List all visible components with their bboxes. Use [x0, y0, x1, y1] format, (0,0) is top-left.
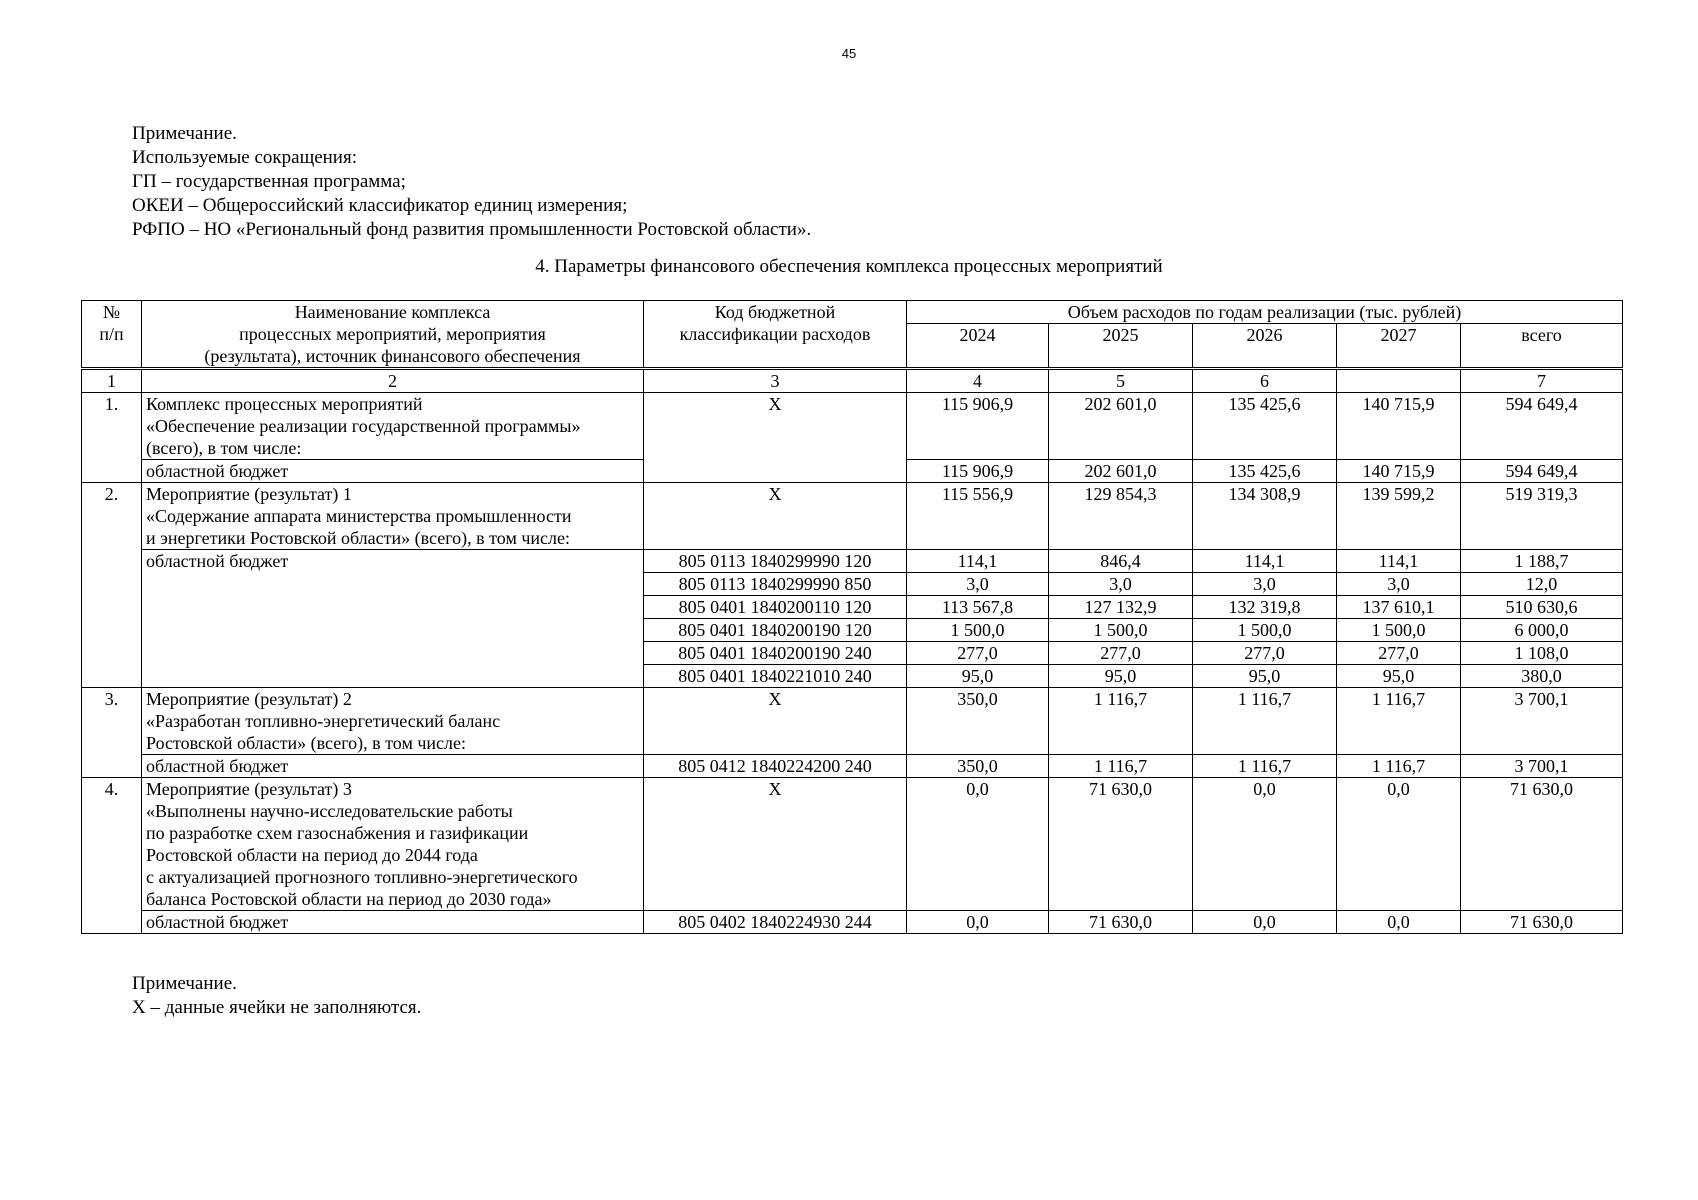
year-value: 0,0 [1337, 911, 1461, 934]
total-value: 71 630,0 [1461, 778, 1623, 911]
total-value: 380,0 [1461, 665, 1623, 688]
header-row [82, 301, 1623, 324]
section-title: 4. Параметры финансового обеспечения комплекса процессных мероприятий [535, 256, 1163, 277]
year-value: 0,0 [1337, 778, 1461, 911]
year-value: 95,0 [1193, 665, 1337, 688]
source-row [82, 911, 1623, 934]
budget-code: 805 0412 1840224200 240 [644, 755, 907, 778]
column-number: 5 [1049, 369, 1193, 393]
year-value: 1 116,7 [1049, 688, 1193, 755]
year-value: 0,0 [907, 911, 1049, 934]
financing-table [81, 300, 1623, 934]
source-row [82, 755, 1623, 778]
block-title [142, 483, 644, 550]
year-value: 95,0 [907, 665, 1049, 688]
year-value: 114,1 [1193, 550, 1337, 573]
year-value: 139 599,2 [1337, 483, 1461, 550]
budget-code: 805 0113 1840299990 120 [644, 550, 907, 573]
budget-code: 805 0401 1840200190 120 [644, 619, 907, 642]
year-value: 115 906,9 [907, 393, 1049, 460]
year-value: 1 116,7 [1193, 688, 1337, 755]
year-value: 132 319,8 [1193, 596, 1337, 619]
year-value: 95,0 [1337, 665, 1461, 688]
header-name: Наименование комплекса процессных мероприятий, мероприятия (результата), источник финансового обеспечения [142, 301, 644, 369]
block-title-line: «Обеспечение реализации государственной программы» [146, 416, 581, 436]
total-value: 3 700,1 [1461, 755, 1623, 778]
block-title-line: Ростовской области на период до 2044 года [146, 845, 478, 865]
budget-code: X [644, 483, 907, 550]
year-value: 1 500,0 [907, 619, 1049, 642]
header-total: всего [1461, 324, 1623, 369]
block-title-line: и энергетики Ростовской области» (всего), в том числе: [146, 528, 570, 548]
total-value: 12,0 [1461, 573, 1623, 596]
funding-source: областной бюджет [142, 911, 644, 934]
budget-code: X [644, 778, 907, 911]
budget-code: X [644, 688, 907, 755]
budget-code: 805 0401 1840221010 240 [644, 665, 907, 688]
note-line: РФПО – НО «Региональный фонд развития промышленности Ростовской области». [132, 219, 812, 240]
column-number: 4 [907, 369, 1049, 393]
total-value: 6 000,0 [1461, 619, 1623, 642]
block-title-line: по разработке схем газоснабжения и газификации [146, 823, 529, 843]
header-code: Код бюджетной классификации расходов [644, 301, 907, 369]
footnote [132, 972, 421, 1020]
year-value: 71 630,0 [1049, 778, 1193, 911]
year-value: 277,0 [1049, 642, 1193, 665]
year-value: 3,0 [1337, 573, 1461, 596]
year-value: 114,1 [907, 550, 1049, 573]
header-num: № п/п [82, 301, 142, 369]
year-value: 277,0 [1337, 642, 1461, 665]
total-value: 71 630,0 [1461, 911, 1623, 934]
year-value: 277,0 [907, 642, 1049, 665]
header-year: 2026 [1193, 324, 1337, 369]
year-value: 115 556,9 [907, 483, 1049, 550]
funding-source: областной бюджет [142, 550, 644, 688]
column-number: 3 [644, 369, 907, 393]
header-volume: Объем расходов по годам реализации (тыс. рублей) [907, 301, 1623, 324]
block-title-line: «Содержание аппарата министерства промышленности [146, 506, 572, 526]
year-value: 0,0 [1193, 911, 1337, 934]
year-value: 71 630,0 [1049, 911, 1193, 934]
year-value: 135 425,6 [1193, 460, 1337, 483]
year-value: 134 308,9 [1193, 483, 1337, 550]
year-value: 95,0 [1049, 665, 1193, 688]
block-title-line: Комплекс процессных мероприятий [146, 394, 423, 414]
budget-code: X [644, 393, 907, 483]
block-title-line: баланса Ростовской области на период до 2030 года» [146, 889, 552, 909]
year-value: 1 500,0 [1337, 619, 1461, 642]
note-line: ГП – государственная программа; [132, 171, 406, 192]
block-title-line: Ростовской области» (всего), в том числе: [146, 733, 466, 753]
year-value: 140 715,9 [1337, 393, 1461, 460]
block-title-line: «Разработан топливно-энергетический баланс [146, 711, 501, 731]
block-title-line: (всего), в том числе: [146, 438, 302, 458]
budget-code: 805 0113 1840299990 850 [644, 573, 907, 596]
year-value: 1 500,0 [1193, 619, 1337, 642]
total-value: 519 319,3 [1461, 483, 1623, 550]
year-value: 1 500,0 [1049, 619, 1193, 642]
column-number: 2 [142, 369, 644, 393]
note-line: X – данные ячейки не заполняются. [132, 997, 422, 1018]
block-title-line: Мероприятие (результат) 3 [146, 779, 352, 799]
row-number: 2. [82, 483, 142, 688]
year-value: 129 854,3 [1049, 483, 1193, 550]
header-year: 2025 [1049, 324, 1193, 369]
abbreviations-note [132, 122, 811, 242]
total-value: 594 649,4 [1461, 393, 1623, 460]
budget-code: 805 0401 1840200110 120 [644, 596, 907, 619]
total-value: 510 630,6 [1461, 596, 1623, 619]
year-value: 1 116,7 [1049, 755, 1193, 778]
funding-source: областной бюджет [142, 755, 644, 778]
column-number: 7 [1461, 369, 1623, 393]
column-number [1337, 369, 1461, 393]
year-value: 350,0 [907, 755, 1049, 778]
row-number: 4. [82, 778, 142, 934]
budget-code: 805 0402 1840224930 244 [644, 911, 907, 934]
block-title-row [82, 778, 1623, 911]
block-title-line: Мероприятие (результат) 1 [146, 484, 352, 504]
source-row [82, 550, 1623, 573]
block-title [142, 393, 644, 460]
block-title-row [82, 483, 1623, 550]
header-year: 2024 [907, 324, 1049, 369]
column-number: 1 [82, 369, 142, 393]
year-value: 135 425,6 [1193, 393, 1337, 460]
year-value: 277,0 [1193, 642, 1337, 665]
note-line: Используемые сокращения: [132, 147, 357, 168]
total-value: 1 188,7 [1461, 550, 1623, 573]
year-value: 140 715,9 [1337, 460, 1461, 483]
block-title-line: Мероприятие (результат) 2 [146, 689, 352, 709]
year-value: 846,4 [1049, 550, 1193, 573]
budget-code: 805 0401 1840200190 240 [644, 642, 907, 665]
funding-source: областной бюджет [142, 460, 644, 483]
year-value: 0,0 [907, 778, 1049, 911]
note-line: Примечание. [132, 123, 237, 144]
note-line: ОКЕИ – Общероссийский классификатор единиц измерения; [132, 195, 628, 216]
year-value: 3,0 [1193, 573, 1337, 596]
column-number-row [82, 369, 1623, 393]
year-value: 1 116,7 [1337, 755, 1461, 778]
total-value: 594 649,4 [1461, 460, 1623, 483]
year-value: 113 567,8 [907, 596, 1049, 619]
block-title-line: с актуализацией прогнозного топливно-энергетического [146, 867, 578, 887]
block-title [142, 688, 644, 755]
year-value: 1 116,7 [1193, 755, 1337, 778]
row-number: 1. [82, 393, 142, 483]
year-value: 350,0 [907, 688, 1049, 755]
block-title-row [82, 688, 1623, 755]
column-number: 6 [1193, 369, 1337, 393]
block-title-row [82, 393, 1623, 460]
year-value: 127 132,9 [1049, 596, 1193, 619]
year-value: 202 601,0 [1049, 460, 1193, 483]
year-value: 3,0 [907, 573, 1049, 596]
year-value: 1 116,7 [1337, 688, 1461, 755]
year-value: 202 601,0 [1049, 393, 1193, 460]
total-value: 3 700,1 [1461, 688, 1623, 755]
total-value: 1 108,0 [1461, 642, 1623, 665]
year-value: 137 610,1 [1337, 596, 1461, 619]
page-number: 45 [841, 46, 857, 61]
year-value: 0,0 [1193, 778, 1337, 911]
header-year: 2027 [1337, 324, 1461, 369]
block-title-line: «Выполнены научно-исследовательские работы [146, 801, 513, 821]
year-value: 114,1 [1337, 550, 1461, 573]
year-value: 3,0 [1049, 573, 1193, 596]
block-title [142, 778, 644, 911]
note-line: Примечание. [132, 973, 237, 994]
row-number: 3. [82, 688, 142, 778]
year-value: 115 906,9 [907, 460, 1049, 483]
